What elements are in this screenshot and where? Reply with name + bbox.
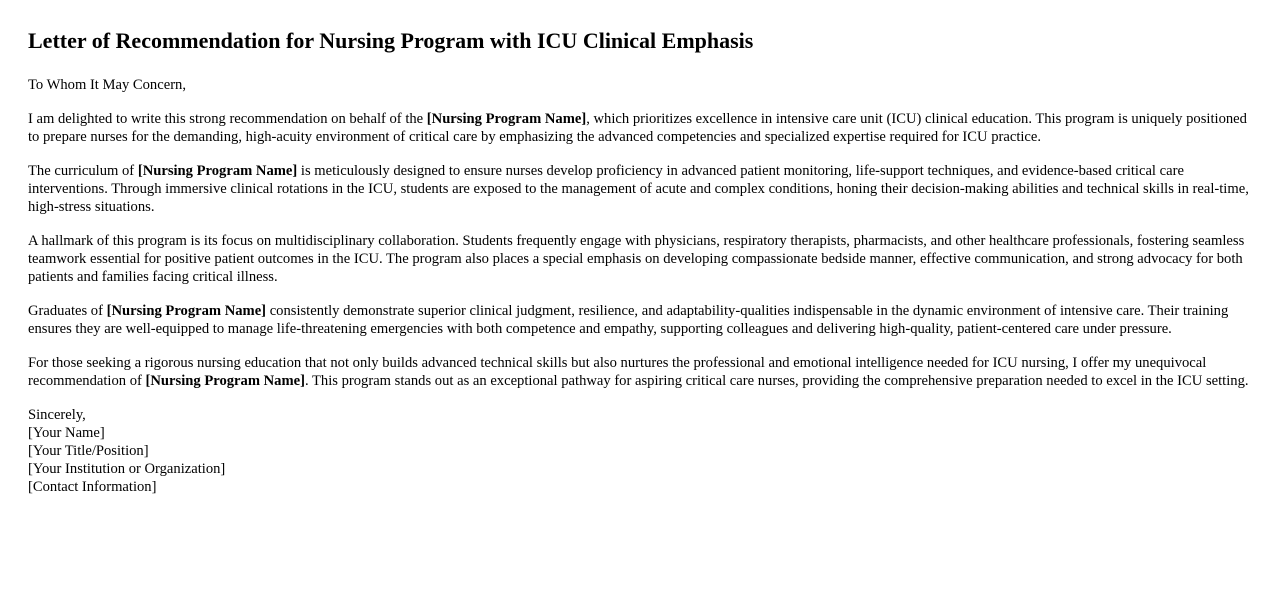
- paragraph-curriculum: [28, 162, 1250, 216]
- closing: Sincerely,: [28, 407, 86, 423]
- signature-contact: [Contact Information]: [28, 479, 157, 495]
- greeting: To Whom It May Concern,: [28, 77, 186, 93]
- paragraph-text: For those seeking a rigorous nursing education that not only builds advanced technical skills but also nurtures the professional and emotional intelligence needed for ICU nursing, I offer my unequivocal recommendation of: [28, 355, 1207, 389]
- program-name-placeholder: [Nursing Program Name]: [426, 111, 587, 127]
- program-name-placeholder: [Nursing Program Name]: [145, 373, 305, 389]
- signature-block: [28, 406, 1250, 496]
- program-name-placeholder: [Nursing Program Name]: [137, 163, 298, 179]
- paragraph-graduates: [28, 302, 1250, 338]
- paragraph-text: consistently demonstrate superior clinical judgment, resilience, and adaptability-qualities indispensable in the dynamic environment of intensive care. Their training ensures they are well-equipped to manage life-threatening emergencies with both competence and empathy, supporting colleagues and delivering high-quality, patient-centered care under pressure.: [28, 303, 1229, 337]
- program-name-placeholder: [Nursing Program Name]: [106, 303, 267, 319]
- paragraph-collaboration: A hallmark of this program is its focus on multidisciplinary collaboration. Students frequently engage with physicians, respiratory therapists, pharmacists, and other healthcare professionals, fostering seamless teamwork essential for positive patient outcomes in the ICU. The program also places a special emphasis on developing compassionate bedside manner, effective communication, and strong advocacy for both patients and families facing critical illness.: [28, 233, 1245, 285]
- signature-name: [Your Name]: [28, 425, 105, 441]
- paragraph-intro: [28, 110, 1250, 146]
- paragraph-text: is meticulously designed to ensure nurses develop proficiency in advanced patient monitoring, life-support techniques, and evidence-based critical care interventions. Through immersive clinical rotations in the ICU, students are exposed to the management of acute and complex conditions, honing their decision-making abilities and technical skills in real-time, high-stress situations.: [28, 163, 1249, 215]
- paragraph-text: Graduates of: [28, 303, 107, 319]
- signature-title: [Your Title/Position]: [28, 443, 149, 459]
- paragraph-text: The curriculum of: [28, 163, 138, 179]
- paragraph-conclusion: [28, 354, 1250, 390]
- letter: [28, 26, 1250, 512]
- signature-institution: [Your Institution or Organization]: [28, 461, 226, 477]
- paragraph-text: I am delighted to write this strong recommendation on behalf of the: [28, 111, 427, 127]
- paragraph-text: , which prioritizes excellence in intensive care unit (ICU) clinical education. This program is uniquely positioned to prepare nurses for the demanding, high-acuity environment of critical care by emphasizing the advanced competencies and specialized expertise required for ICU practice.: [28, 111, 1247, 145]
- paragraph-text: . This program stands out as an exceptional pathway for aspiring critical care nurses, providing the comprehensive preparation needed to excel in the ICU setting.: [304, 373, 1249, 389]
- letter-title: Letter of Recommendation for Nursing Program with ICU Clinical Emphasis: [28, 28, 754, 53]
